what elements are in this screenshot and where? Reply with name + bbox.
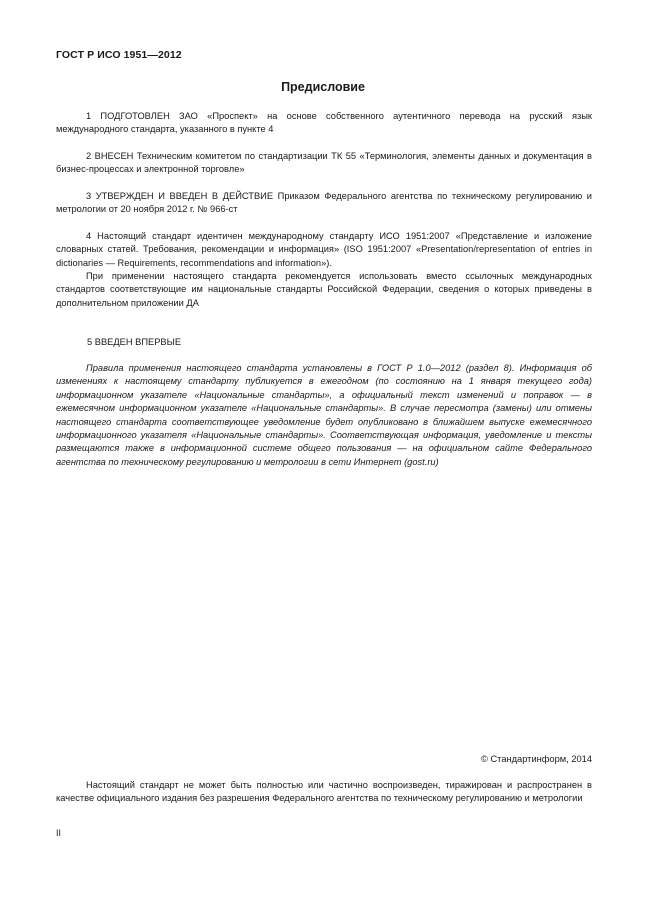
page-number: II: [56, 828, 62, 838]
preface-item-4: 4 Настоящий стандарт идентичен международному стандарту ИСО 1951:2007 «Представление и изложение словарных статей. Требования, рекомендации и информация» (ISO 1951:2007 «Presentation/representation of entries in dictionaries — Requirements, recommendations and information»).: [56, 231, 592, 268]
preface-item-2: 2 ВНЕСЕН Техническим комитетом по стандартизации ТК 55 «Терминология, элементы данных и документация в бизнес-процессах и электронной торговле»: [56, 151, 592, 175]
copyright: © Стандартинформ, 2014: [481, 754, 592, 764]
reproduction-notice: Настоящий стандарт не может быть полностью или частично воспроизведен, тиражирован и распространен в качестве официального издания без разрешения Федерального агентства по техническому регулированию и метрологии: [56, 780, 592, 804]
preface-item-4-note: При применении настоящего стандарта рекомендуется использовать вместо ссылочных международных стандартов соответствующие им национальные стандарты Российской Федерации, сведения о которых приведены в дополнительном приложении ДА: [56, 271, 592, 308]
rules-note: Правила применения настоящего стандарта установлены в ГОСТ Р 1.0—2012 (раздел 8). Информация об изменениях к настоящему стандарту публикуется в ежегодном (по состоянию на 1 января текущего года) информационном указателе «Национальные стандарты», а официальный текст изменений и поправок — в ежемесячном информационном указателе «Национальные стандарты». В случае пересмотра (замены) или отмены настоящего стандарта соответствующее уведомление будет опубликовано в ближайшем выпуске ежемесячного информационного указателя «Национальные стандарты». Соответствующая информация, уведомление и тексты размещаются также в информационной системе общего пользования — на официальном сайте Федерального агентства по техническому регулированию и метрологии в сети Интернет (gost.ru): [56, 363, 592, 467]
preface-item-5: 5 ВВЕДЕН ВПЕРВЫЕ: [87, 337, 182, 347]
preface-item-3: 3 УТВЕРЖДЕН И ВВЕДЕН В ДЕЙСТВИЕ Приказом Федерального агентства по техническому регулированию и метрологии от 20 ноября 2012 г. № 966-ст: [56, 191, 592, 215]
document-code: ГОСТ Р ИСО 1951—2012: [56, 49, 182, 61]
preface-item-1: 1 ПОДГОТОВЛЕН ЗАО «Проспект» на основе собственного аутентичного перевода на русский язык международного стандарта, указанного в пункте 4: [56, 111, 592, 135]
preface-title: Предисловие: [281, 80, 365, 94]
